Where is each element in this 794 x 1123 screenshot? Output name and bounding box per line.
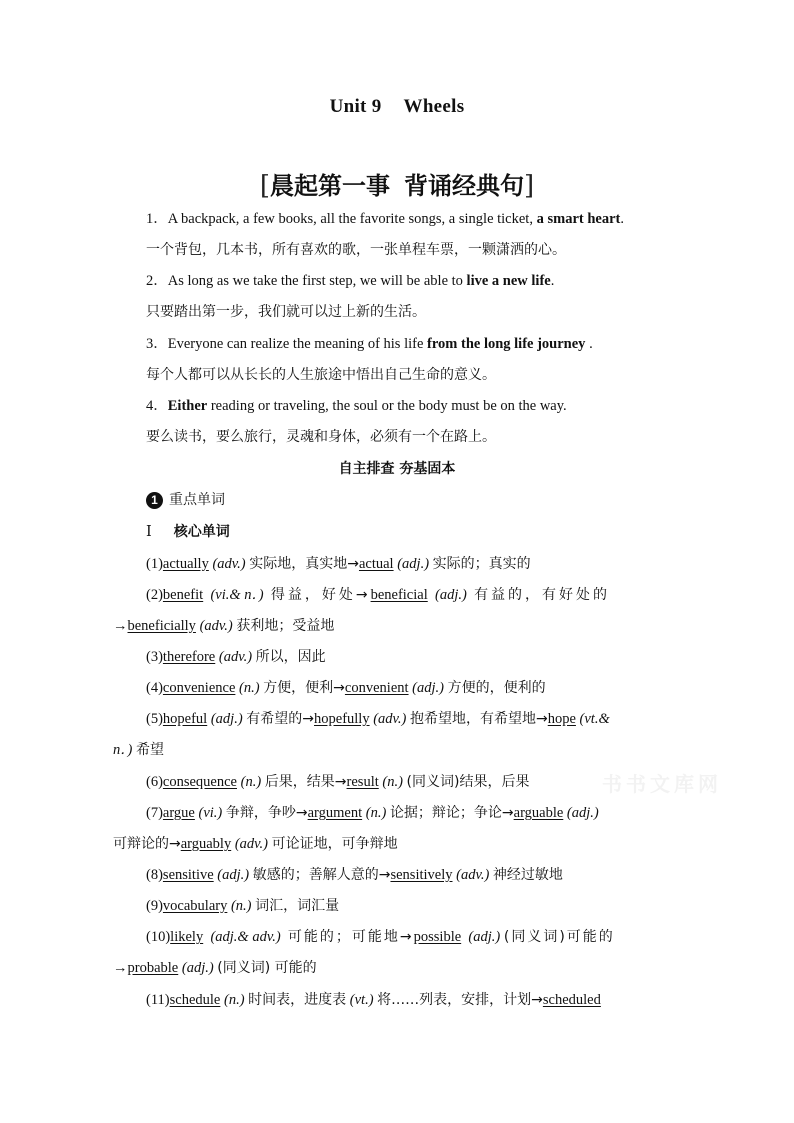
bracket-left: [ — [259, 171, 270, 201]
sentence-1-en: 1．A backpack, a few books, all the favorite songs, a single ticket, a smart heart. — [146, 211, 624, 227]
sentence-1-cn: 一个背包，几本书，所有喜欢的歌，一张单程车票，一颗潇洒的心。 — [146, 242, 566, 258]
self-check-heading: 自主排查 夯基固本 — [338, 461, 456, 477]
vocab-entry-10-cont: →probable (adj.) (同义词) 可能的 — [113, 960, 317, 976]
vocab-entry-4: (4)convenience (n.) 方便，便利→convenient (adj.) 方便的，便利的 — [146, 680, 546, 696]
vocab-entry-11: (11)schedule (n.) 时间表，进度表 (vt.) 将……列表，安排，计划→scheduled — [146, 992, 601, 1008]
vocab-entry-5: (5)hopeful (adj.) 有希望的→hopefully (adv.) 抱希望地，有希望地→hope (vt.& — [146, 711, 610, 727]
sentence-3-cn: 每个人都可以从长长的人生旅途中悟出自己生命的意义。 — [146, 367, 496, 383]
sentence-3-en: 3．Everyone can realize the meaning of his life from the long life journey . — [146, 336, 593, 352]
vocab-entry-5-cont: n．) 希望 — [113, 742, 164, 758]
number-badge-icon: 1 — [146, 492, 163, 509]
heading-left: 晨起第一事 — [270, 171, 390, 200]
vocab-entry-1: (1)actually (adv.) 实际地，真实地→actual (adj.) 实际的；真实的 — [146, 556, 531, 572]
vocab-entry-2-cont: →beneficially (adv.) 获利地；受益地 — [113, 618, 335, 634]
sentence-4-en: 4．Either reading or traveling, the soul or the body must be on the way. — [146, 398, 567, 414]
page-title — [0, 96, 794, 118]
unit-number: Unit 9 — [329, 96, 382, 117]
sentence-2-cn: 只要踏出第一步，我们就可以过上新的生活。 — [146, 304, 426, 320]
vocab-entry-3: (3)therefore (adv.) 所以，因此 — [146, 649, 326, 665]
vocab-entry-7-cont: 可辩论的→arguably (adv.) 可论证地，可争辩地 — [113, 836, 398, 852]
vocab-entry-2: (2)benefit (vi.& n．) 得益，好处→beneficial (adj.) 有益的，有好处的 — [146, 587, 611, 603]
unit-name: Wheels — [403, 96, 465, 117]
core-words-heading: Ⅰ 核心单词 — [146, 524, 230, 540]
vocab-entry-10: (10)likely (adj.& adv.) 可能的；可能地→possible (adj.) (同义词)可能的 — [146, 929, 615, 945]
vocab-entry-8: (8)sensitive (adj.) 敏感的；善解人意的→sensitively (adv.) 神经过敏地 — [146, 867, 563, 883]
vocab-section-heading: 1 重点单词 — [146, 490, 682, 510]
sentence-4-cn: 要么读书，要么旅行，灵魂和身体，必须有一个在路上。 — [146, 429, 496, 445]
bracket-right: ] — [524, 171, 535, 201]
watermark: 书书文库网 — [602, 772, 722, 796]
heading-right: 背诵经典句 — [404, 171, 524, 200]
sentence-2-en: 2．As long as we take the first step, we will be able to live a new life. — [146, 273, 555, 289]
vocab-entry-7: (7)argue (vi.) 争辩，争吵→argument (n.) 论据；辩论；争论→arguable (adj.) — [146, 805, 599, 821]
vocab-entry-9: (9)vocabulary (n.) 词汇，词汇量 — [146, 898, 340, 914]
morning-section-heading — [0, 166, 794, 201]
vocab-entry-6: (6)consequence (n.) 后果，结果→result (n.) (同义词)结果，后果 — [146, 774, 530, 790]
